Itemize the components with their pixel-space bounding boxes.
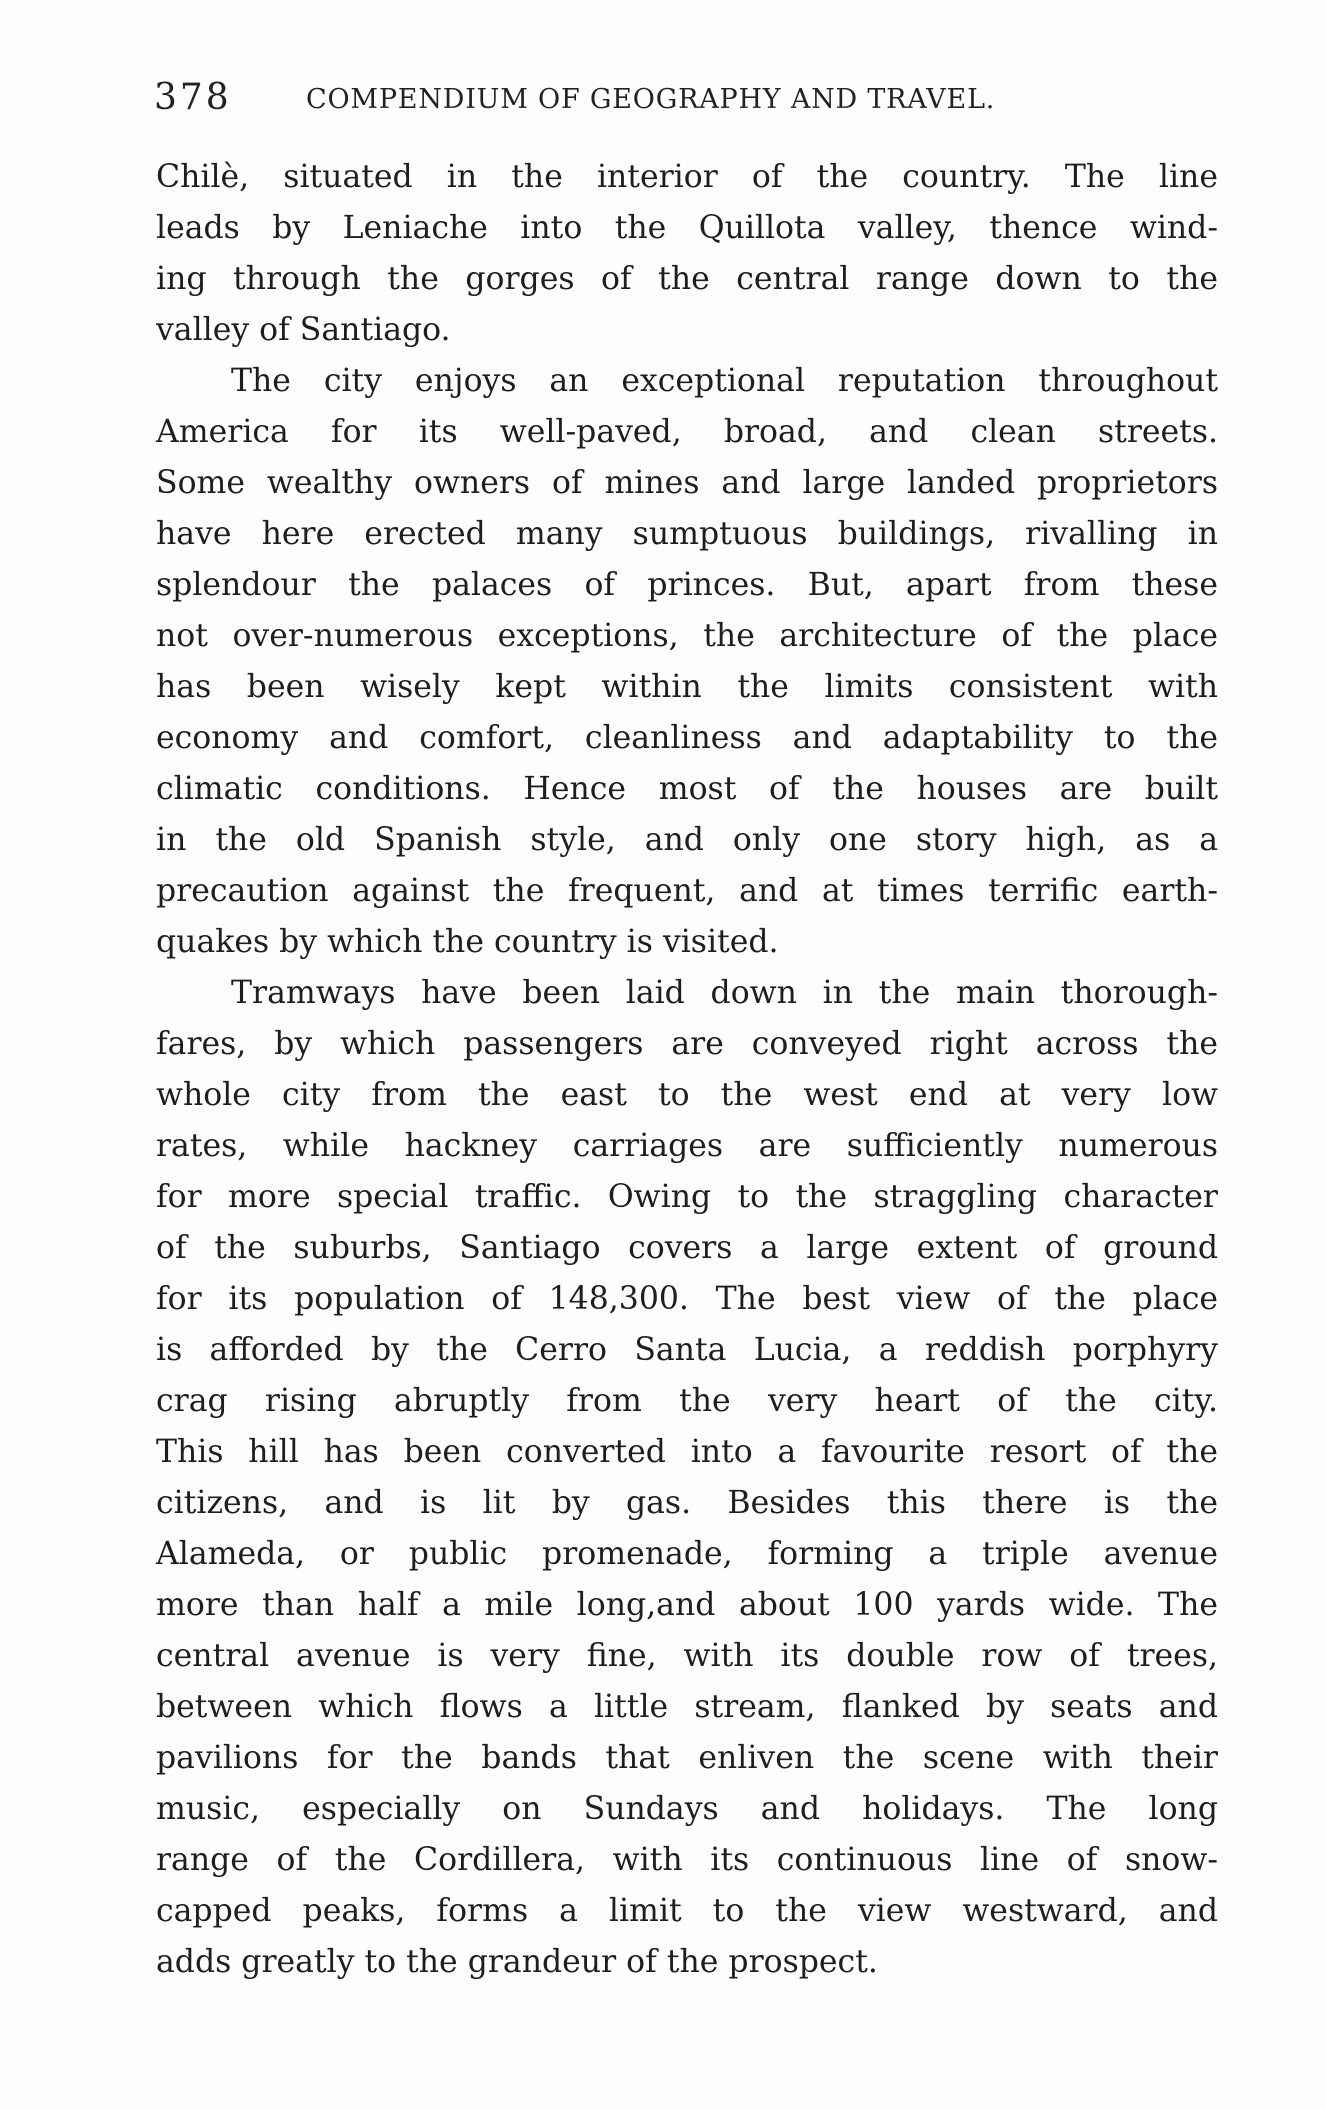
text-line: Tramways have been laid down in the main thorough- <box>231 975 1218 1011</box>
text-line: rates, while hackney carriages are sufficiently numerous <box>156 1128 1218 1164</box>
text-line: of the suburbs, Santiago covers a large extent of ground <box>156 1230 1218 1266</box>
text-line: music, especially on Sundays and holidays. The long <box>156 1791 1218 1827</box>
text-line: in the old Spanish style, and only one story high, as a <box>156 822 1218 858</box>
text-line: Alameda, or public promenade, forming a triple avenue <box>156 1536 1218 1572</box>
text-line: capped peaks, forms a limit to the view westward, and <box>156 1893 1218 1929</box>
text-line: The city enjoys an exceptional reputation throughout <box>231 363 1218 399</box>
text-line: fares, by which passengers are conveyed right across the <box>156 1026 1218 1062</box>
text-line: not over-numerous exceptions, the architecture of the place <box>156 618 1218 654</box>
text-line: is afforded by the Cerro Santa Lucia, a reddish porphyry <box>156 1332 1218 1368</box>
paragraph-3 <box>156 968 1218 1988</box>
text-line: ing through the gorges of the central range down to the <box>156 261 1218 297</box>
text-line: leads by Leniache into the Quillota valley, thence wind- <box>156 210 1218 246</box>
text-line: whole city from the east to the west end at very low <box>156 1077 1218 1113</box>
text-line: precaution against the frequent, and at times terrific earth- <box>156 873 1218 909</box>
text-line: more than half a mile long,and about 100 yards wide. The <box>156 1587 1218 1623</box>
paragraph-1 <box>156 152 1218 356</box>
text-line: quakes by which the country is visited. <box>156 924 779 960</box>
text-line: pavilions for the bands that enliven the scene with their <box>156 1740 1218 1776</box>
text-line: range of the Cordillera, with its continuous line of snow- <box>156 1842 1218 1878</box>
text-line: splendour the palaces of princes. But, apart from these <box>156 567 1218 603</box>
text-line: This hill has been converted into a favourite resort of the <box>156 1434 1218 1470</box>
text-line: crag rising abruptly from the very heart of the city. <box>156 1383 1218 1419</box>
paragraph-2 <box>156 356 1218 968</box>
text-line: for more special traffic. Owing to the straggling character <box>156 1179 1218 1215</box>
text-line: citizens, and is lit by gas. Besides this there is the <box>156 1485 1218 1521</box>
running-title: COMPENDIUM OF GEOGRAPHY AND TRAVEL. <box>306 84 996 115</box>
text-line: valley of Santiago. <box>156 312 451 348</box>
text-line: Chilè, situated in the interior of the country. The line <box>156 159 1218 195</box>
text-line: central avenue is very fine, with its double row of trees, <box>156 1638 1218 1674</box>
running-head <box>154 78 1054 138</box>
text-line: climatic conditions. Hence most of the houses are built <box>156 771 1218 807</box>
text-line: America for its well-paved, broad, and clean streets. <box>156 414 1218 450</box>
text-line: for its population of 148,300. The best view of the place <box>156 1281 1218 1317</box>
body-text <box>156 152 1218 1988</box>
text-line: Some wealthy owners of mines and large landed proprietors <box>156 465 1218 501</box>
text-line: economy and comfort, cleanliness and adaptability to the <box>156 720 1218 756</box>
page-number: 378 <box>154 77 232 118</box>
text-line: adds greatly to the grandeur of the prospect. <box>156 1944 878 1980</box>
text-line: have here erected many sumptuous buildings, rivalling in <box>156 516 1218 552</box>
text-line: between which flows a little stream, flanked by seats and <box>156 1689 1218 1725</box>
text-line: has been wisely kept within the limits consistent with <box>156 669 1218 705</box>
